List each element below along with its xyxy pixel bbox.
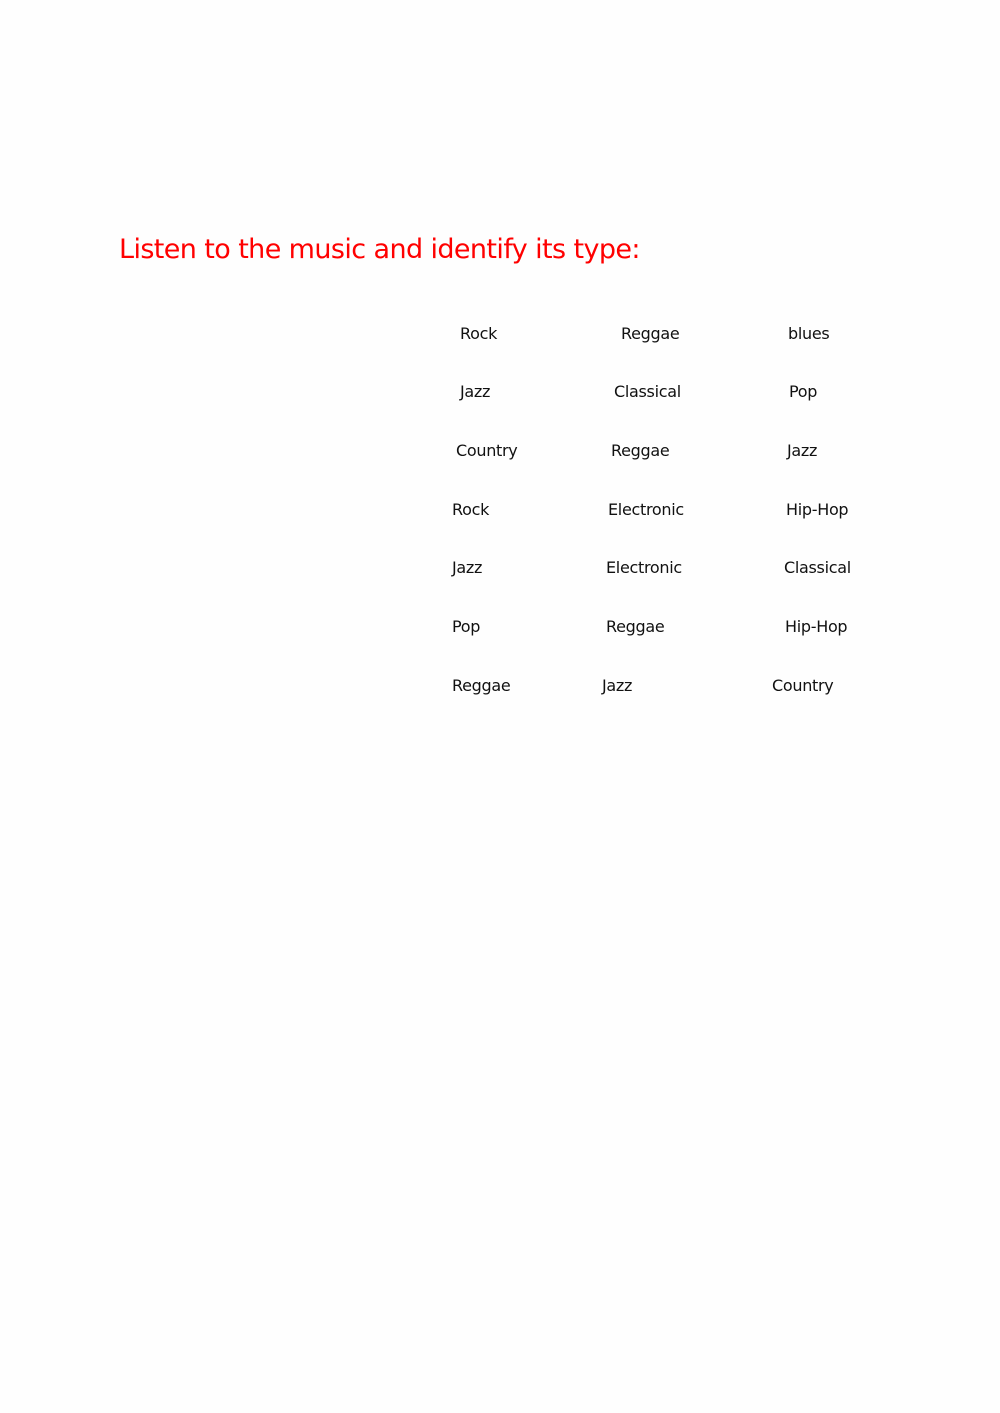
answer-option[interactable]: Country (772, 676, 834, 695)
answer-option[interactable]: Reggae (621, 324, 680, 343)
answer-option[interactable]: Rock (460, 324, 498, 343)
answer-option[interactable]: Pop (452, 617, 481, 636)
instruction-title: Listen to the music and identify its type: (119, 234, 640, 265)
answer-option[interactable]: Reggae (611, 441, 670, 460)
answer-option[interactable]: Reggae (606, 617, 665, 636)
answer-option[interactable]: Hip-Hop (785, 617, 848, 636)
answer-option[interactable]: Jazz (460, 382, 491, 401)
answer-option[interactable]: Country (456, 441, 518, 460)
answer-option[interactable]: Classical (614, 382, 681, 401)
answer-option[interactable]: Jazz (452, 558, 483, 577)
answer-option[interactable]: Hip-Hop (786, 500, 849, 519)
answer-option[interactable]: Electronic (608, 500, 684, 519)
answer-option[interactable]: blues (788, 324, 830, 343)
answer-option[interactable]: Jazz (787, 441, 818, 460)
answer-option[interactable]: Jazz (602, 676, 633, 695)
answer-option[interactable]: Rock (452, 500, 490, 519)
answer-option[interactable]: Pop (789, 382, 818, 401)
answer-option[interactable]: Electronic (606, 558, 682, 577)
answer-option[interactable]: Classical (784, 558, 851, 577)
answer-option[interactable]: Reggae (452, 676, 511, 695)
